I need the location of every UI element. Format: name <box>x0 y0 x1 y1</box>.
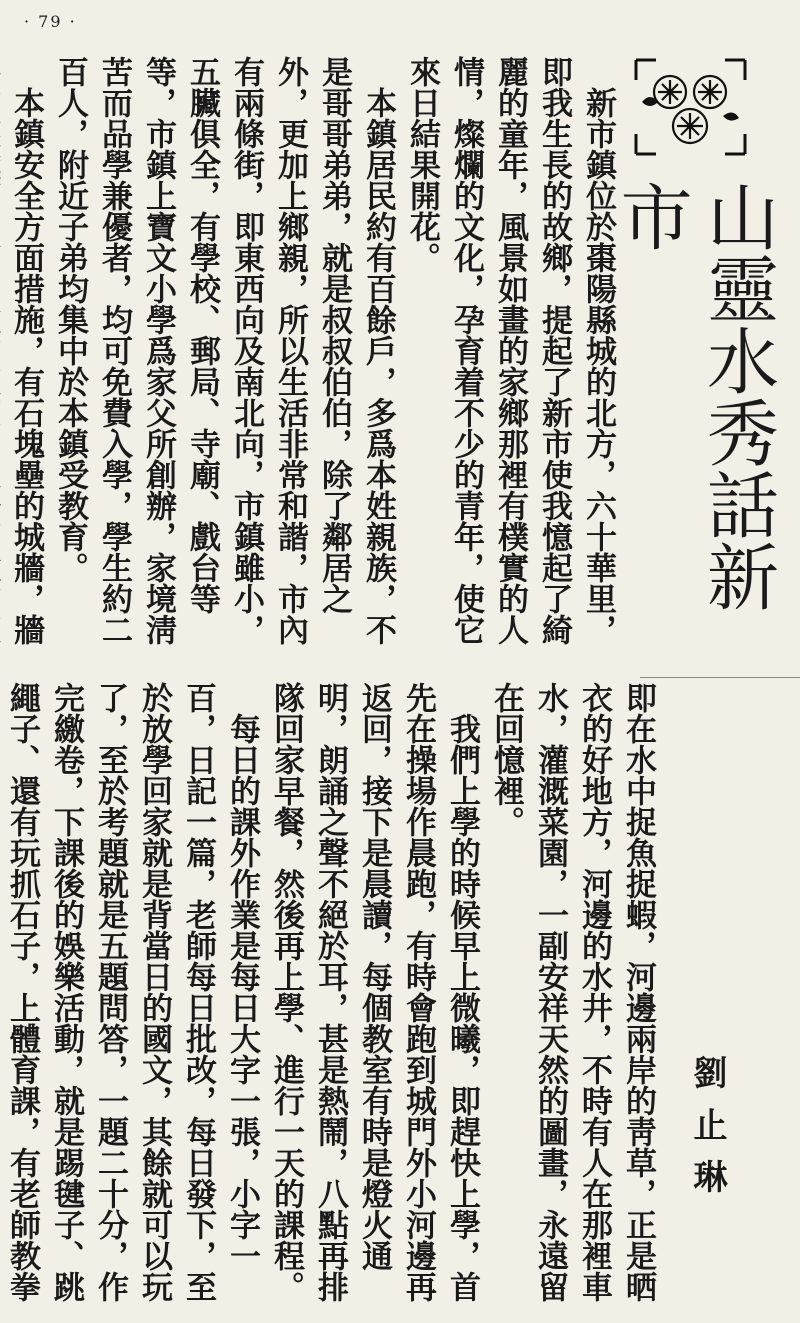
article-body-upper <box>0 56 620 646</box>
plum-blossom-ornament-icon <box>628 52 753 162</box>
paragraph: 每日的課外作業是每日大字一張，小字一百，日記一篇，老師每日批改，每日發下，至於放學回家就是背當日的國文，其餘就可以玩了，至於考題就是五題問答，一題二十分，作完繳卷，下課後的娛樂活動，就是踢毽子、跳繩子、還有玩抓石子，上體育課，有老師教拳 <box>4 682 260 1302</box>
paragraph: 本鎮居民約有百餘戶，多爲本姓親族，不是哥哥弟弟，就是叔叔伯伯，除了鄰居之外，更加上鄉親，所以生活非常和諧，市內有兩條街，即東西向及南北向，市鎮雖小，五臟俱全，有學校、郵局、寺廟、戲台等等，市鎮上寶文小學爲家父所創辦，家境淸苦而品學兼優者，均可免費入學，學生約二百人，附近子弟均集中於本鎮受教育。 <box>52 56 396 645</box>
paragraph: 新市鎮位於棗陽縣城的北方，六十華里，即我生長的故鄉，提起了新市使我憶起了綺麗的童年，風景如畫的家鄉那裡有樸實的人情，燦爛的文化，孕育着不少的青年，使它來日結果開花。 <box>404 56 616 645</box>
section-divider <box>640 677 800 678</box>
page-number: · 79 · <box>24 12 77 31</box>
author-name: 劉止琳 <box>687 1055 727 1211</box>
article-title: 山靈水秀話新市 <box>608 180 779 612</box>
paragraph: 我們上學的時候早上微曦，即趕快上學，首先在操場作晨跑，有時會跑到城門外小河邊再返回，接下是晨讀，每個教室有時是燈火通明，朗誦之聲不絕於耳，甚是熱鬧，八點再排隊回家早餐，然後再上學、進行一天的課程。 <box>268 682 480 1302</box>
paragraph: 即在水中捉魚捉蝦，河邊兩岸的靑草，正是晒衣的好地方，河邊的水井，不時有人在那裡車水，灌溉菜園，一副安祥天然的圖畫，永遠留在回憶裡。 <box>488 682 656 1302</box>
paragraph: 本鎮安全方面措施，有石塊壘的城牆，牆 <box>8 87 44 645</box>
article-body-lower <box>0 682 660 1318</box>
